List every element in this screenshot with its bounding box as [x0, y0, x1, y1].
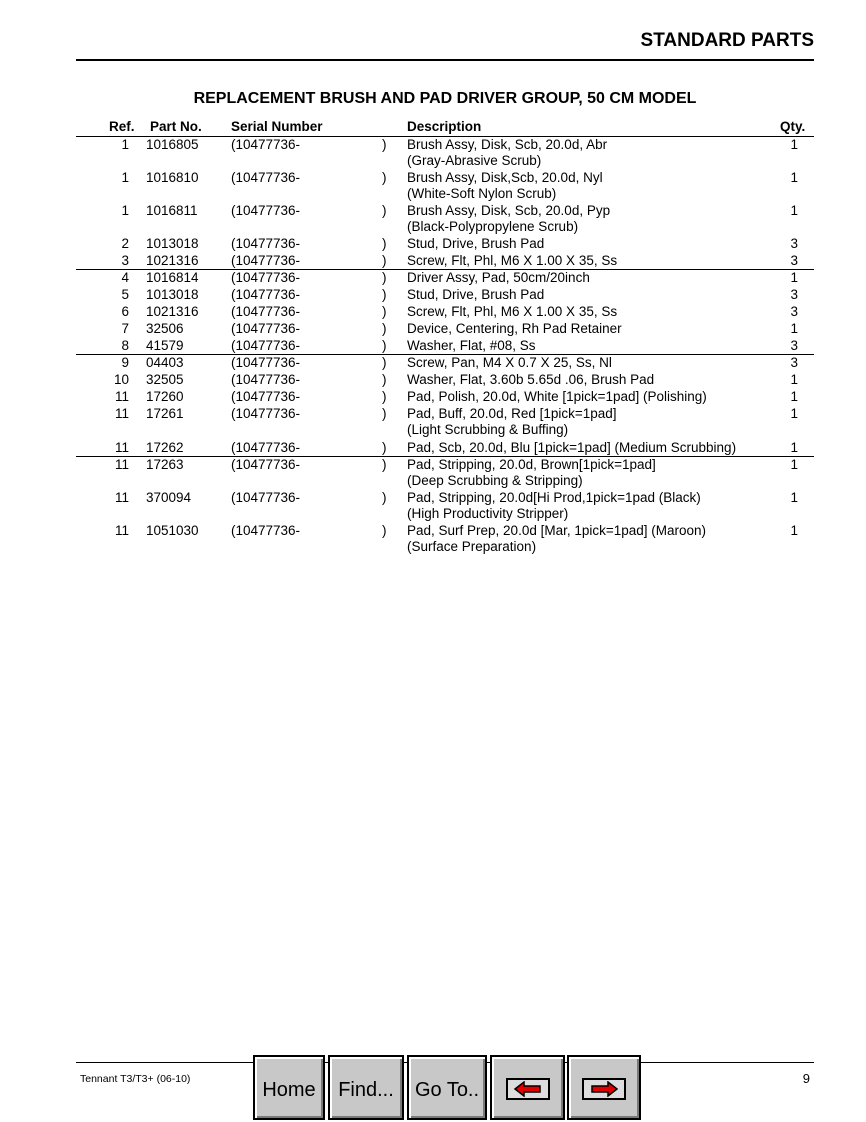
row-description: Pad, Surf Prep, 20.0d [Mar, 1pick=1pad] (Maroon): [407, 523, 707, 538]
row-part-number: 1021316: [146, 253, 199, 268]
page-number: 9: [802, 1071, 810, 1086]
row-qty: 3: [790, 338, 798, 353]
row-ref: 10: [113, 372, 129, 387]
header-rule: [76, 59, 814, 61]
row-serial: (10477736-: [231, 355, 301, 370]
row-qty: 3: [790, 304, 798, 319]
footer-manual-label: Tennant T3/T3+ (06-10): [80, 1073, 191, 1085]
row-serial: (10477736-: [231, 372, 301, 387]
row-part-number: 17261: [146, 406, 184, 421]
row-ref: 6: [121, 304, 129, 319]
row-ref: 3: [121, 253, 129, 268]
row-serial-close: ): [382, 304, 387, 319]
row-description: Screw, Pan, M4 X 0.7 X 25, Ss, Nl: [407, 355, 612, 370]
row-serial-close: ): [382, 253, 387, 268]
row-part-number: 1016805: [146, 137, 199, 152]
row-qty: 1: [790, 270, 798, 285]
row-description-line2: (Black-Polypropylene Scrub): [407, 219, 579, 234]
row-qty: 1: [790, 372, 798, 387]
row-qty: 1: [790, 457, 798, 472]
row-serial: (10477736-: [231, 170, 301, 185]
row-qty: 3: [790, 287, 798, 302]
go-to-button[interactable]: Go To..: [407, 1055, 487, 1120]
row-serial: (10477736-: [231, 270, 301, 285]
column-header-description: Description: [407, 119, 482, 134]
row-serial: (10477736-: [231, 236, 301, 251]
row-ref: 11: [114, 389, 129, 404]
row-part-number: 1013018: [146, 287, 199, 302]
row-description: Pad, Stripping, 20.0d[Hi Prod,1pick=1pad (Black): [407, 490, 701, 505]
column-header-qty: Qty.: [780, 119, 806, 134]
section-title: REPLACEMENT BRUSH AND PAD DRIVER GROUP, 50 CM MODEL: [193, 90, 697, 107]
row-serial-close: ): [382, 338, 387, 353]
row-serial-close: ): [382, 170, 387, 185]
row-serial: (10477736-: [231, 304, 301, 319]
row-description: Pad, Polish, 20.0d, White [1pick=1pad] (Polishing): [407, 389, 707, 404]
row-qty: 1: [790, 406, 798, 421]
row-serial-close: ): [382, 372, 387, 387]
row-description: Brush Assy, Disk, Scb, 20.0d, Abr: [407, 137, 608, 152]
row-description: Stud, Drive, Brush Pad: [407, 236, 545, 251]
row-ref: 1: [121, 170, 129, 185]
row-qty: 3: [790, 355, 798, 370]
row-serial: (10477736-: [231, 406, 301, 421]
row-part-number: 17263: [146, 457, 184, 472]
row-ref: 1: [121, 203, 129, 218]
next-page-button[interactable]: [567, 1055, 641, 1120]
row-description: Washer, Flat, #08, Ss: [407, 338, 536, 353]
row-qty: 1: [790, 170, 798, 185]
row-part-number: 32506: [146, 321, 184, 336]
row-description-line2: (Deep Scrubbing & Stripping): [407, 473, 583, 488]
row-description-line2: (High Productivity Stripper): [407, 506, 569, 521]
row-serial-close: ): [382, 440, 387, 455]
row-ref: 5: [121, 287, 129, 302]
row-description-line2: (White-Soft Nylon Scrub): [407, 186, 557, 201]
page-header-title: STANDARD PARTS: [640, 30, 814, 51]
row-serial: (10477736-: [231, 440, 301, 455]
row-part-number: 1016811: [146, 203, 198, 218]
row-ref: 1: [121, 137, 129, 152]
row-serial: (10477736-: [231, 389, 301, 404]
row-part-number: 04403: [146, 355, 184, 370]
row-ref: 4: [121, 270, 129, 285]
row-description: Device, Centering, Rh Pad Retainer: [407, 321, 622, 336]
row-serial: (10477736-: [231, 137, 301, 152]
row-ref: 2: [121, 236, 129, 251]
row-ref: 11: [114, 406, 129, 421]
row-serial-close: ): [382, 523, 387, 538]
row-serial: (10477736-: [231, 287, 301, 302]
column-header-serial: Serial Number: [231, 119, 323, 134]
row-qty: 1: [790, 389, 798, 404]
row-description: Stud, Drive, Brush Pad: [407, 287, 545, 302]
row-serial-close: ): [382, 406, 387, 421]
row-serial: (10477736-: [231, 523, 301, 538]
row-part-number: 1016814: [146, 270, 199, 285]
row-ref: 7: [121, 321, 129, 336]
row-description: Driver Assy, Pad, 50cm/20inch: [407, 270, 590, 285]
row-serial-close: ): [382, 457, 387, 472]
row-serial: (10477736-: [231, 203, 301, 218]
row-serial-close: ): [382, 321, 387, 336]
row-ref: 11: [114, 457, 129, 472]
find-button[interactable]: Find...: [328, 1055, 404, 1120]
row-qty: 1: [790, 523, 798, 538]
row-part-number: 1016810: [146, 170, 199, 185]
row-description: Pad, Stripping, 20.0d, Brown[1pick=1pad]: [407, 457, 656, 472]
home-button[interactable]: Home: [253, 1055, 325, 1120]
row-serial-close: ): [382, 270, 387, 285]
row-serial-close: ): [382, 236, 387, 251]
row-description-line2: (Surface Preparation): [407, 539, 537, 554]
row-part-number: 1013018: [146, 236, 199, 251]
row-description: Pad, Scb, 20.0d, Blu [1pick=1pad] (Medium Scrubbing): [407, 440, 737, 455]
previous-page-button[interactable]: [490, 1055, 565, 1120]
right-arrow-icon: [582, 1078, 626, 1100]
row-ref: 9: [121, 355, 129, 370]
row-qty: 1: [790, 440, 798, 455]
row-ref: 11: [114, 440, 129, 455]
row-serial-close: ): [382, 490, 387, 505]
row-description-line2: (Gray-Abrasive Scrub): [407, 153, 542, 168]
row-description: Screw, Flt, Phl, M6 X 1.00 X 35, Ss: [407, 253, 618, 268]
row-serial-close: ): [382, 203, 387, 218]
row-serial-close: ): [382, 355, 387, 370]
row-part-number: 41579: [146, 338, 184, 353]
row-qty: 3: [790, 253, 798, 268]
row-description: Brush Assy, Disk,Scb, 20.0d, Nyl: [407, 170, 603, 185]
row-part-number: 370094: [146, 490, 192, 505]
row-serial-close: ): [382, 137, 387, 152]
row-part-number: 1051030: [146, 523, 199, 538]
row-serial-close: ): [382, 389, 387, 404]
row-qty: 1: [790, 490, 798, 505]
row-description: Screw, Flt, Phl, M6 X 1.00 X 35, Ss: [407, 304, 618, 319]
row-qty: 1: [790, 137, 798, 152]
row-serial: (10477736-: [231, 253, 301, 268]
row-ref: 11: [114, 490, 129, 505]
row-serial: (10477736-: [231, 338, 301, 353]
row-part-number: 17262: [146, 440, 184, 455]
row-serial: (10477736-: [231, 490, 301, 505]
row-serial-close: ): [382, 287, 387, 302]
column-header-ref: Ref.: [109, 119, 135, 134]
row-ref: 8: [121, 338, 129, 353]
row-serial: (10477736-: [231, 321, 301, 336]
row-serial: (10477736-: [231, 457, 301, 472]
row-description-line2: (Light Scrubbing & Buffing): [407, 422, 569, 437]
left-arrow-icon: [506, 1078, 550, 1100]
row-ref: 11: [114, 523, 129, 538]
row-description: Washer, Flat, 3.60b 5.65d .06, Brush Pad: [407, 372, 655, 387]
row-part-number: 17260: [146, 389, 184, 404]
row-qty: 3: [790, 236, 798, 251]
row-description: Brush Assy, Disk, Scb, 20.0d, Pyp: [407, 203, 611, 218]
column-header-part: Part No.: [150, 119, 202, 134]
row-qty: 1: [790, 203, 798, 218]
row-description: Pad, Buff, 20.0d, Red [1pick=1pad]: [407, 406, 617, 421]
row-qty: 1: [790, 321, 798, 336]
row-part-number: 1021316: [146, 304, 199, 319]
row-part-number: 32505: [146, 372, 184, 387]
